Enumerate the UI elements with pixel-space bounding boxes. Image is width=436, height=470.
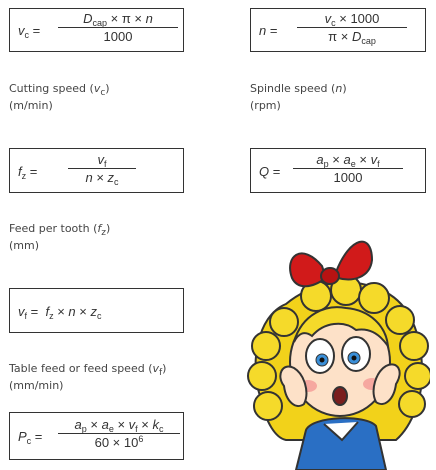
formula-lhs: $f_z$ = [18,164,38,181]
fraction-denominator: 1000 [333,170,363,185]
fraction-numerator: $a_p \times a_e \times v_f \times k_c$ [74,417,164,434]
cartoon-girl-illustration [246,226,430,470]
formula-fraction [293,152,403,185]
fraction-numerator: $v_f$ [97,152,107,169]
formula-lhs: Q = [259,164,281,179]
formula-expression: $v_f = f_z \times n \times z_c$ [18,304,102,321]
formula-lhs: $v_c$ = [18,23,41,40]
label-table-feed: Table feed or feed speed $(v_f)$ (mm/min) [9,362,167,392]
formula-fraction [68,152,136,185]
fraction-numerator: $D_{cap} \times \pi \times n$ [83,11,153,28]
formula-power-box [9,412,184,460]
label-cutting-speed: Cutting speed $(v_c)$ (m/min) [9,82,110,112]
formula-feed-per-tooth-box [9,148,184,193]
formula-lhs: n = [259,23,278,38]
fraction-denominator: $\pi \times D_{cap}$ [328,29,376,46]
fraction-numerator: $a_p \times a_e \times v_f$ [316,152,380,169]
fraction-denominator: 1000 [103,29,133,44]
formula-table-feed-box [9,288,184,333]
fraction-numerator: $v_c \times 1000$ [324,11,380,28]
fraction-denominator: $60 \times 10^6$ [94,434,144,450]
fraction-bar [68,168,136,169]
fraction-bar [297,27,407,28]
formula-fraction [297,11,407,44]
fraction-bar [293,168,403,169]
formula-lhs: $P_c$ = [18,429,43,446]
formula-cutting-speed-box [9,8,184,52]
formula-fraction [58,417,180,450]
label-feed-per-tooth: Feed per tooth $(f_z)$ (mm) [9,222,111,252]
formula-q-box [250,148,426,193]
fraction-bar [58,27,178,28]
label-spindle-speed: Spindle speed (n) (rpm) [250,82,347,112]
formula-fraction [58,11,178,44]
formula-spindle-speed-box [250,8,426,52]
fraction-denominator: $n \times z_c$ [85,170,119,187]
